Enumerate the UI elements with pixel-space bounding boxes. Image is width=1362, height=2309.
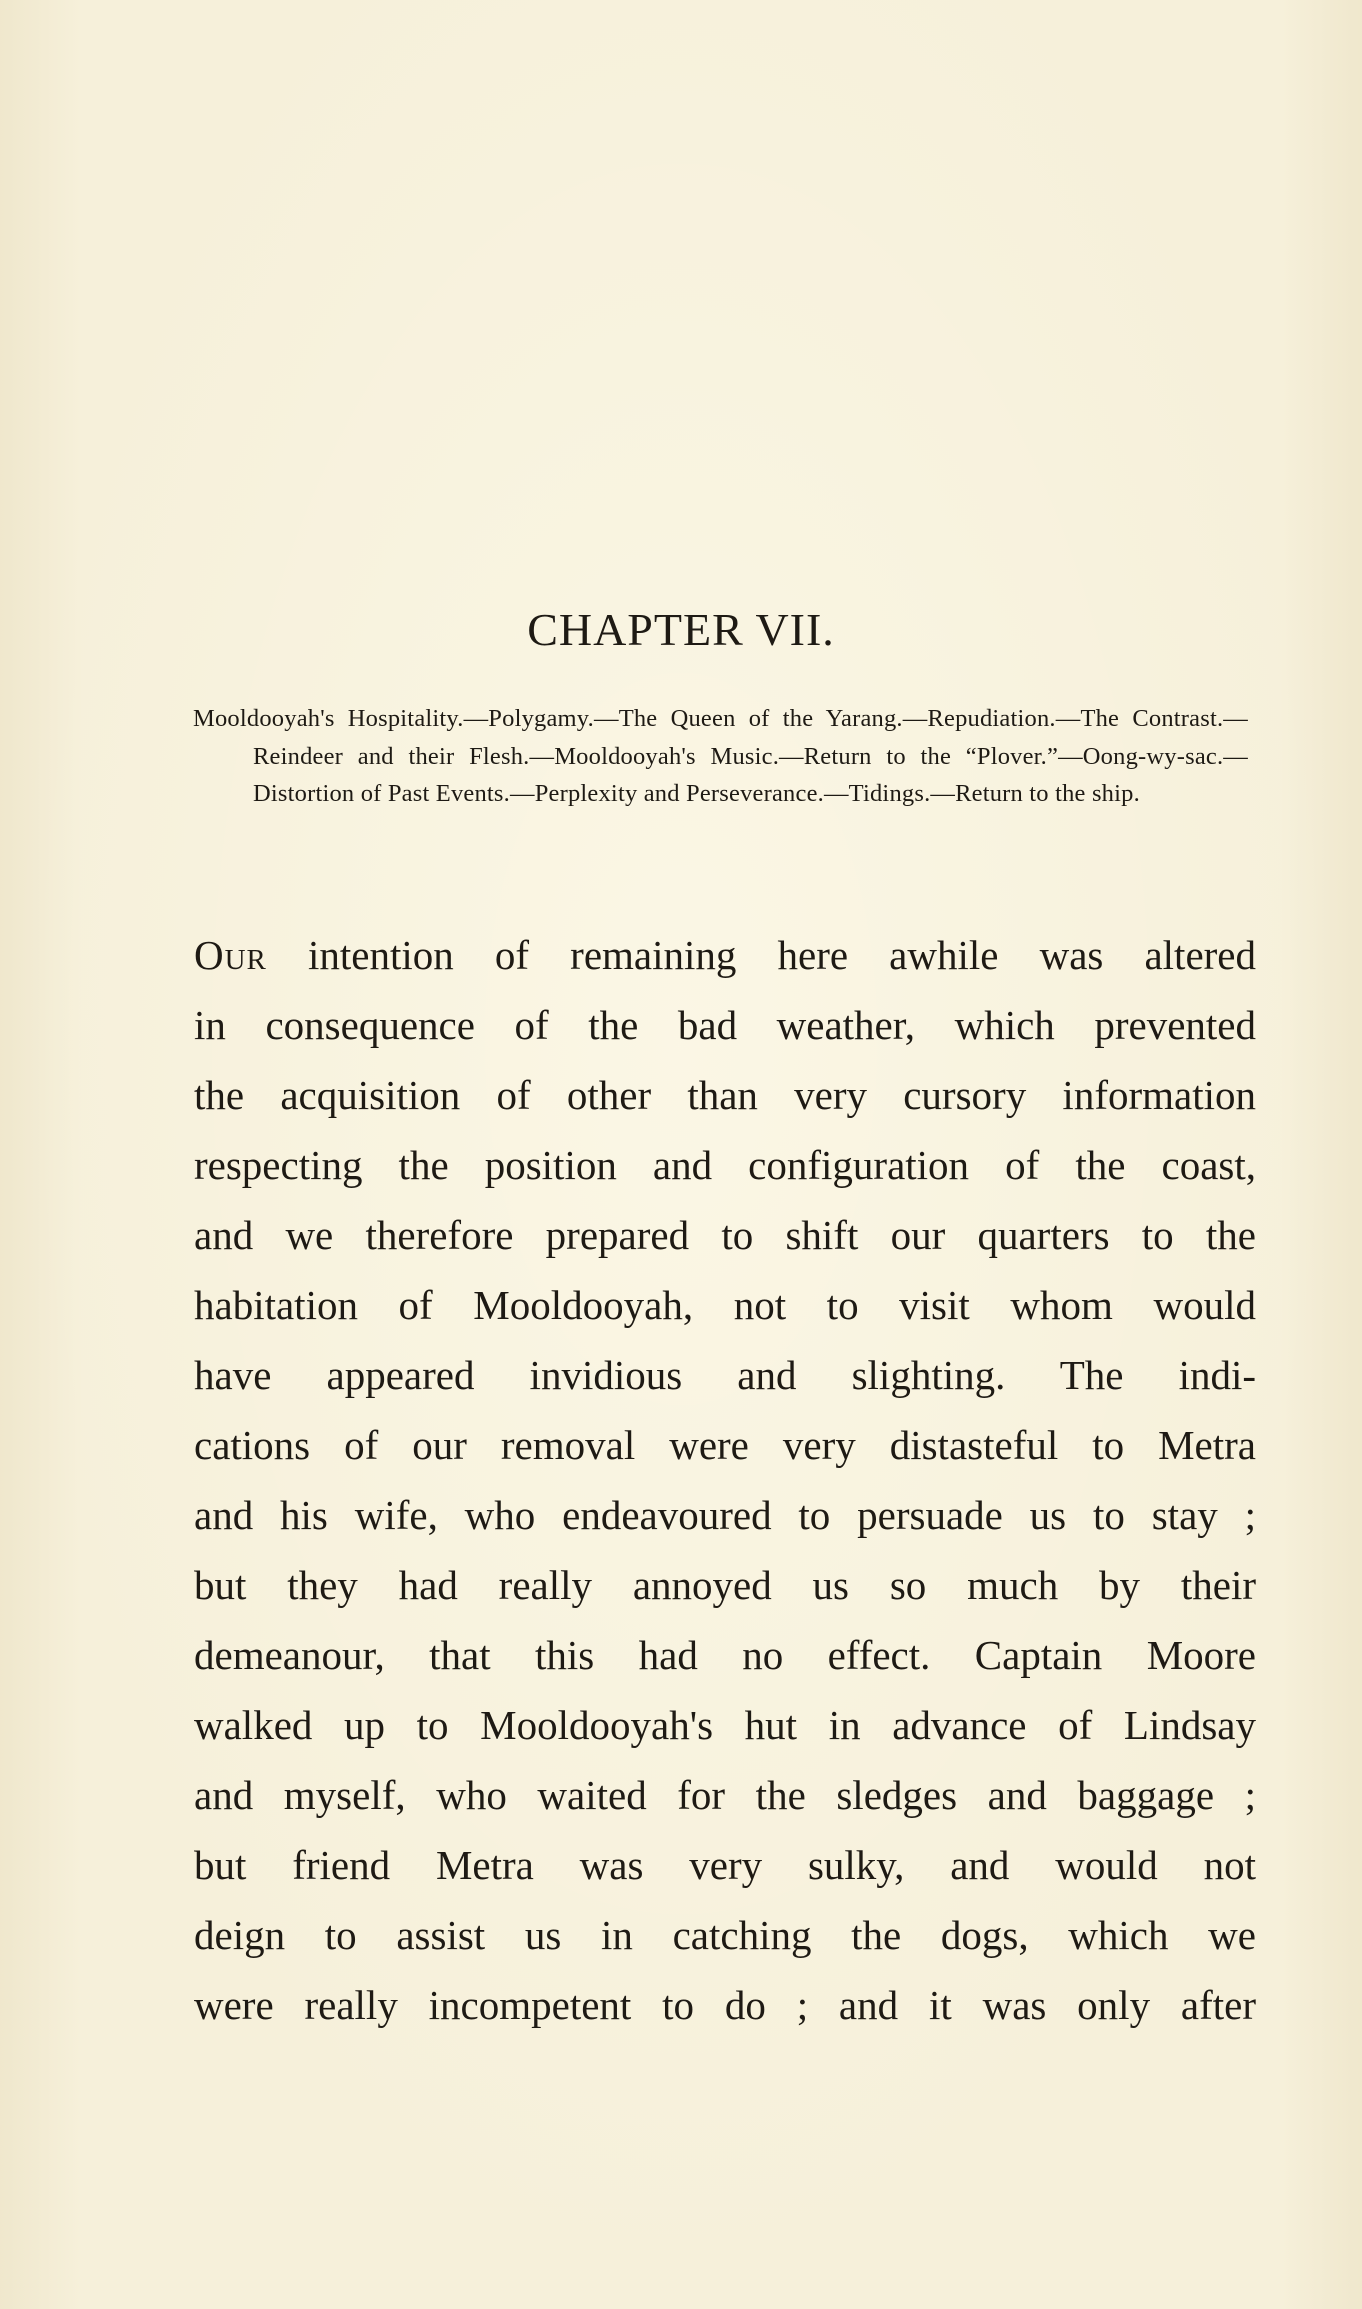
body-text — [194, 920, 1256, 2040]
body-line: and we therefore prepared to shift our quarters to the — [194, 1212, 1256, 1258]
body-line: walked up to Mooldooyah's hut in advance of Lindsay — [194, 1702, 1256, 1748]
body-line: the acquisition of other than very cursory information — [194, 1072, 1256, 1118]
body-line: demeanour, that this had no effect. Captain Moore — [194, 1632, 1256, 1678]
chapter-synopsis: Mooldooyah's Hospitality.—Polygamy.—The Queen of the Yarang.—Repudiation.—The Contrast.—Reindeer and their Flesh.—Mooldooyah's Music.—Return to the “Plover.”—Oong-wy-sac.—Distortion of Past Events.—Perplexity and Perseverance.—Tidings.—Return to the ship. — [193, 705, 1248, 807]
body-line: but friend Metra was very sulky, and would not — [194, 1842, 1256, 1888]
body-line: and myself, who waited for the sledges and baggage ; — [194, 1772, 1256, 1818]
body-line — [194, 920, 1256, 990]
chapter-heading: CHAPTER VII. — [527, 604, 835, 655]
drop-word: Our — [194, 932, 267, 978]
body-line: in consequence of the bad weather, which prevented — [194, 1002, 1256, 1048]
body-line: deign to assist us in catching the dogs, which we — [194, 1912, 1256, 1958]
body-line: were really incompetent to do ; and it was only after — [194, 1982, 1256, 2028]
body-line-text: intention of remaining here awhile was altered — [266, 932, 1256, 978]
body-line: but they had really annoyed us so much by their — [194, 1562, 1256, 1608]
body-line: habitation of Mooldooyah, not to visit whom would — [194, 1282, 1256, 1328]
body-line: respecting the position and configuration of the coast, — [194, 1142, 1256, 1188]
body-line: and his wife, who endeavoured to persuade us to stay ; — [194, 1492, 1256, 1538]
body-line: cations of our removal were very distasteful to Metra — [194, 1422, 1256, 1468]
body-line: have appeared invidious and slighting. The indi- — [194, 1352, 1256, 1398]
